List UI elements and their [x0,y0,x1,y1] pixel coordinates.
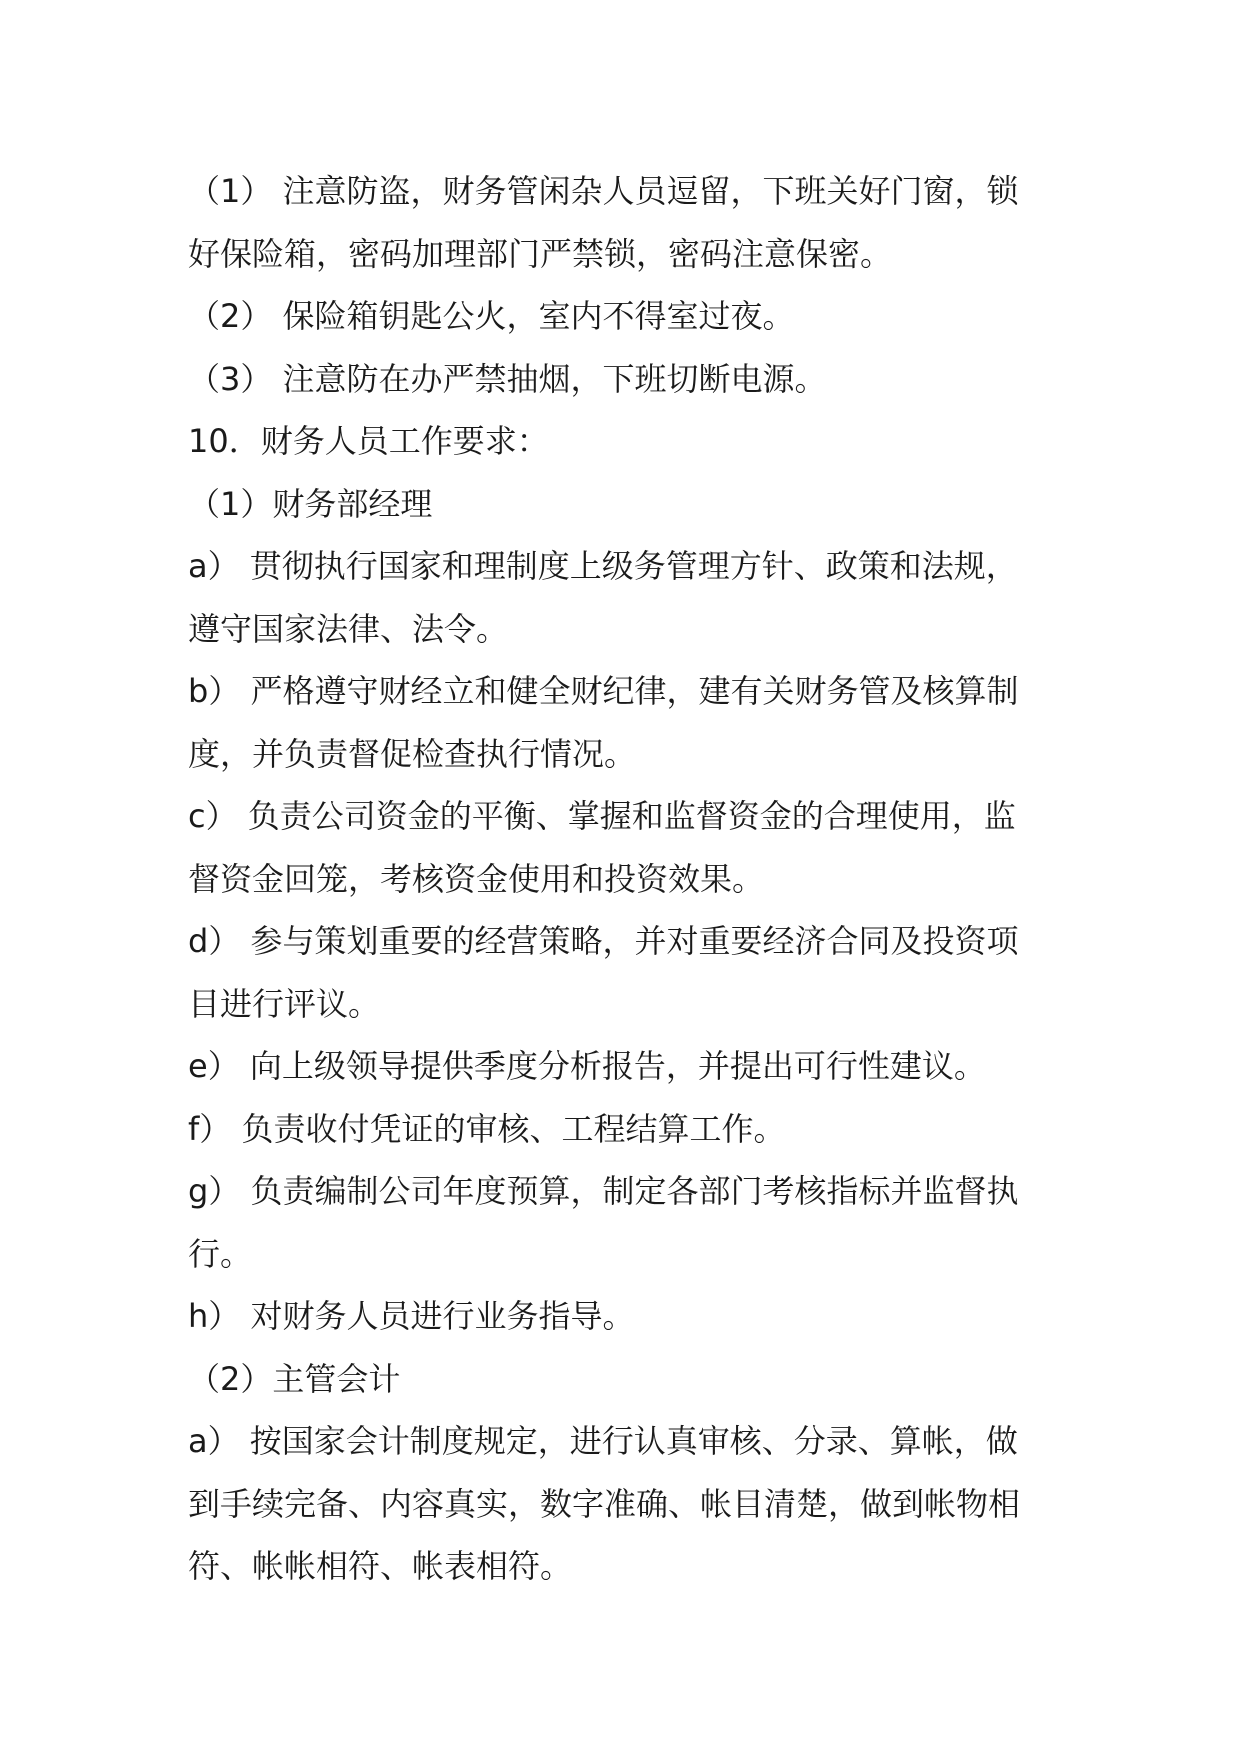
text-line: 督资金回笼，考核资金使用和投资效果。 [188,859,765,898]
text-line: g） 负责编制公司年度预算，制定各部门考核指标并监督执 [188,1172,1019,1210]
text-line: b） 严格遵守财经立和健全财纪律，建有关财务管及核算制 [188,672,1019,710]
text-line: 目进行评议。 [188,984,381,1023]
text-line: 到手续完备、内容真实，数字准确、帐目清楚，做到帐物相 [188,1484,1021,1523]
subsection-heading: （2）主管会计 [188,1359,401,1398]
subsection-heading: （1）财务部经理 [188,484,433,523]
text-line: 行。 [188,1234,253,1273]
text-line: （3） 注意防在办严禁抽烟，下班切断电源。 [188,359,827,398]
text-line: d） 参与策划重要的经营策略，并对重要经济合同及投资项 [188,922,1019,960]
text-line: （1） 注意防盗，财务管闲杂人员逗留，下班关好门窗，锁 [188,172,1019,210]
text-line: 度，并负责督促检查执行情况。 [188,734,637,773]
text-line: a） 按国家会计制度规定，进行认真审核、分录、算帐，做 [188,1422,1018,1460]
text-line: 好保险箱，密码加理部门严禁锁，密码注意保密。 [188,234,893,273]
text-line: h） 对财务人员进行业务指导。 [188,1297,635,1335]
text-line: f） 负责收付凭证的审核、工程结算工作。 [188,1109,786,1148]
text-line: 符、帐帐相符、帐表相符。 [188,1547,573,1585]
text-line: （2） 保险箱钥匙公火，室内不得室过夜。 [188,297,795,335]
text-line: a） 贯彻执行国家和理制度上级务管理方针、政策和法规， [188,547,1018,585]
text-line: e） 向上级领导提供季度分析报告，并提出可行性建议。 [188,1047,986,1085]
section-heading: 10．财务人员工作要求： [188,422,549,460]
text-line: 遵守国家法律、法令。 [188,609,509,648]
text-line: c） 负责公司资金的平衡、掌握和监督资金的合理使用，监 [188,797,1016,835]
document-body [188,160,1068,1598]
